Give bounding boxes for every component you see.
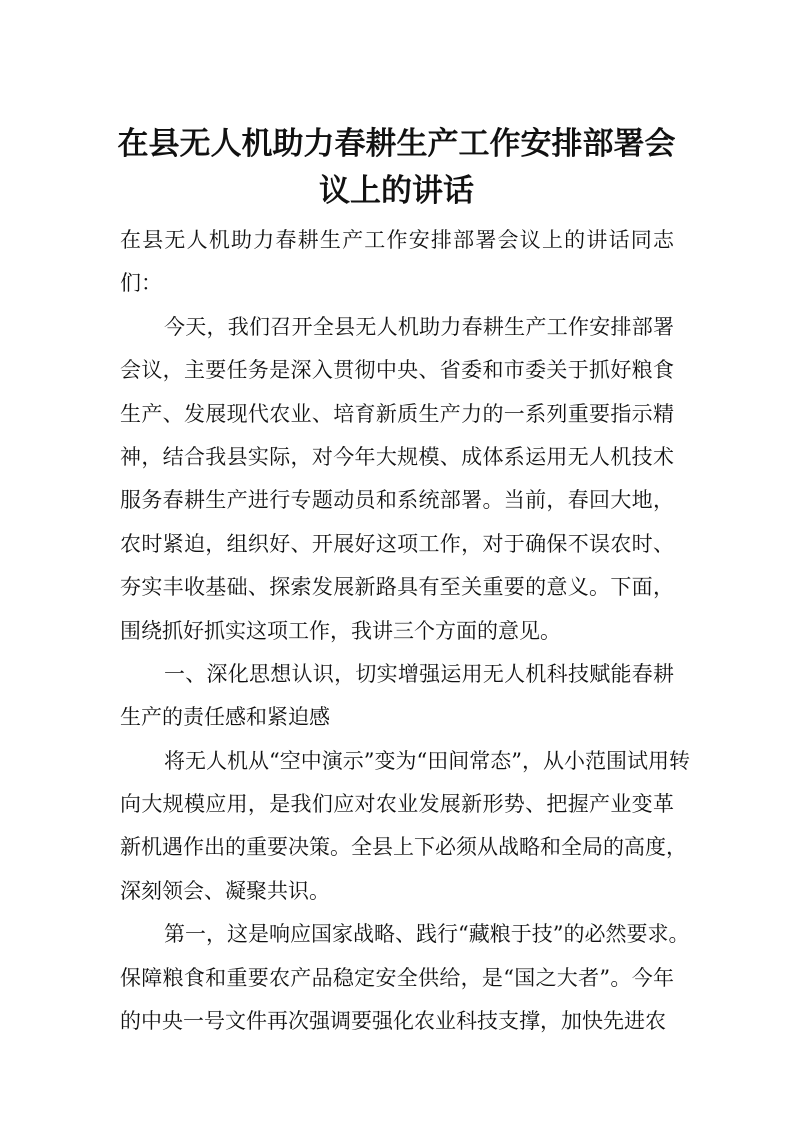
paragraph (120, 740, 690, 914)
text-line: 们： (120, 271, 162, 296)
text-line: 今天，我们召开全县无人机助力春耕生产工作安排部署 (164, 314, 674, 339)
text-line: 夯实丰收基础、探索发展新路具有至关重要的意义。下面， (120, 575, 674, 600)
text-line: 会议，主要任务是深入贯彻中央、省委和市委关于抓好粮食 (120, 358, 674, 383)
text-line: 第一，这是响应国家战略、践行“藏粮于技”的必然要求。 (164, 922, 690, 947)
paragraph (120, 306, 674, 653)
text-line: 在县无人机助力春耕生产工作安排部署会议上的讲话同志 (120, 228, 674, 252)
title-line-2: 议上的讲话 (319, 173, 474, 209)
text-line: 神，结合我县实际，对今年大规模、成体系运用无人机技术 (120, 444, 674, 469)
paragraph (120, 913, 690, 1043)
text-line: 将无人机从“空中演示”变为“田间常态”，从小范围试用转 (164, 748, 690, 773)
text-line: 向大规模应用，是我们应对农业发展新形势、把握产业变革 (120, 792, 674, 817)
text-line: 深刻领会、凝聚共识。 (120, 878, 330, 903)
title-line-1: 在县无人机助力春耕生产工作安排部署会 (117, 126, 676, 162)
text-line: 保障粮食和重要农产品稳定安全供给，是“国之大者”。今年 (120, 965, 674, 990)
paragraph (120, 653, 674, 740)
text-line: 围绕抓好抓实这项工作，我讲三个方面的意见。 (120, 618, 561, 643)
text-line: 服务春耕生产进行专题动员和系统部署。当前，春回大地， (120, 488, 674, 513)
text-line: 生产、发展现代农业、培育新质生产力的一系列重要指示精 (120, 401, 674, 426)
document-title (0, 121, 793, 215)
document-body (120, 219, 690, 1043)
paragraph (120, 219, 674, 306)
text-line: 的中央一号文件再次强调要强化农业科技支撑，加快先进农 (120, 1009, 666, 1034)
text-line: 新机遇作出的重要决策。全县上下必须从战略和全局的高度， (120, 835, 687, 860)
text-line: 生产的责任感和紧迫感 (120, 705, 330, 730)
text-line: 一、深化思想认识，切实增强运用无人机科技赋能春耕 (164, 661, 674, 686)
text-line: 农时紧迫，组织好、开展好这项工作，对于确保不误农时、 (120, 531, 674, 556)
